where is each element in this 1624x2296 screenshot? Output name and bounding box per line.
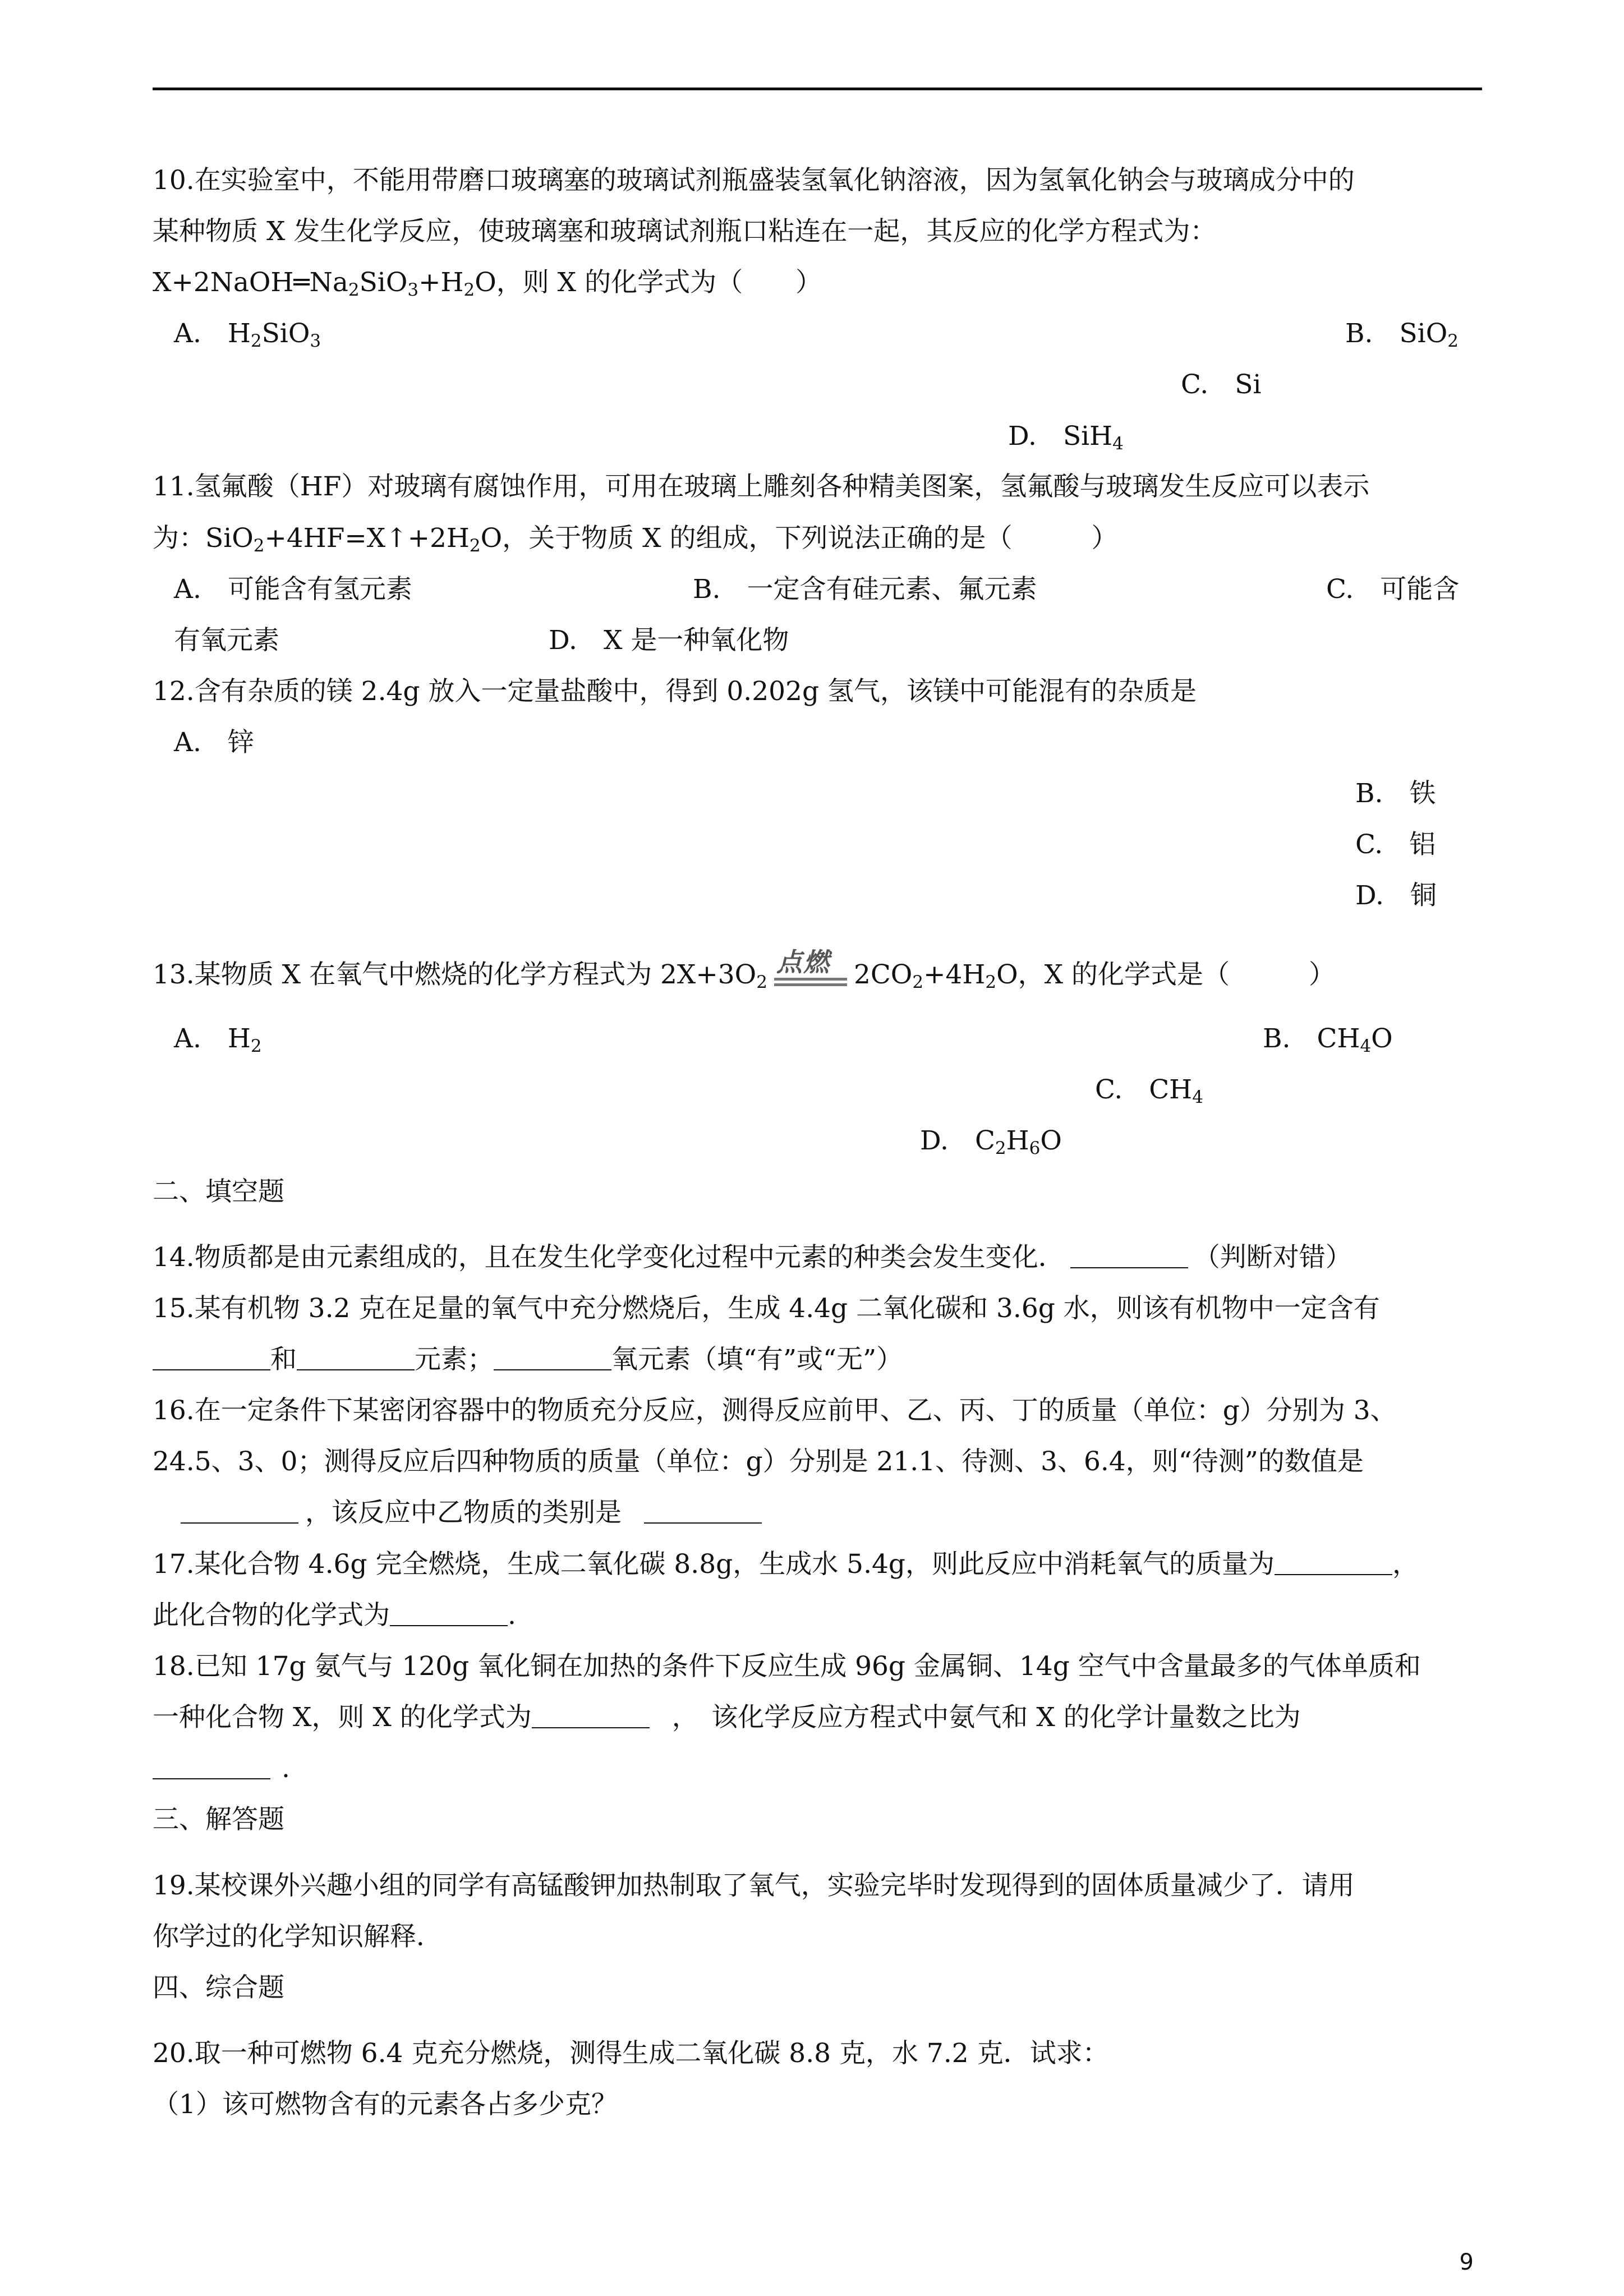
q10-equation: $X+2NaOH═Na_2SiO_3+H_2O$，则 X 的化学式为（ ） bbox=[153, 267, 822, 300]
q18-line3: . bbox=[153, 1752, 290, 1786]
q16-line3: ，该反应中乙物质的类别是 bbox=[181, 1496, 762, 1530]
q12-option-b[interactable]: B. 铁 bbox=[1355, 778, 1436, 809]
q13-equation: 13.某物质 X 在氧气中燃烧的化学方程式为 $2X+3O_2$ 点燃 $2CO_2+4H_2O$，X 的化学式是（ ） bbox=[153, 947, 1336, 992]
q11-option-b[interactable]: B. 一定含有硅元素、氟元素 bbox=[693, 574, 1037, 605]
q15-blank-1[interactable] bbox=[153, 1343, 270, 1370]
q12-line1: 12.含有杂质的镁 2.4g 放入一定量盐酸中，得到 0.202g 氢气，该镁中可能混有的杂质是 bbox=[153, 676, 1197, 707]
q20-line1: 20.取一种可燃物 6.4 克充分燃烧，测得生成二氧化碳 8.8 克，水 7.2 克．试求： bbox=[153, 2038, 1109, 2069]
reaction-condition: 点燃 bbox=[772, 952, 849, 989]
q11-option-c-cont: 有氧元素 bbox=[174, 625, 279, 656]
q13-option-d[interactable]: D. $C_2H_6O$ bbox=[920, 1125, 1062, 1158]
q12-option-a[interactable]: A. 锌 bbox=[174, 727, 254, 758]
q15-blank-2[interactable] bbox=[297, 1343, 415, 1370]
q11-option-d[interactable]: D. X 是一种氧化物 bbox=[549, 625, 789, 656]
q15-line1: 15.某有机物 3.2 克在足量的氧气中充分燃烧后，生成 4.4g 二氧化碳和 3.6g 水，则该有机物中一定含有 bbox=[153, 1293, 1380, 1324]
section-answer: 三、解答题 bbox=[153, 1804, 284, 1835]
q19-line2: 你学过的化学知识解释． bbox=[153, 1921, 443, 1952]
q13-option-c[interactable]: C. $CH_4$ bbox=[1095, 1074, 1203, 1107]
q10-line1: 10.在实验室中，不能用带磨口玻璃塞的玻璃试剂瓶盛装氢氧化钠溶液，因为氢氧化钠会与玻璃成分中的 bbox=[153, 165, 1355, 196]
q12-option-c[interactable]: C. 铝 bbox=[1355, 829, 1436, 860]
q17-blank-1[interactable] bbox=[1275, 1548, 1392, 1575]
q18-blank-1[interactable] bbox=[532, 1701, 650, 1728]
q11-line2: 为：$SiO_2+4HF=X↑+2H_2O$，关于物质 X 的组成，下列说法正确的是（ ） bbox=[153, 523, 1118, 556]
q17-line1: 17.某化合物 4.6g 完全燃烧，生成二氧化碳 8.8g，生成水 5.4g，则此反应中消耗氧气的质量为 ， bbox=[153, 1549, 1419, 1580]
q10-option-d[interactable]: D. SiH$_4$ bbox=[1008, 421, 1124, 454]
q16-blank-1[interactable] bbox=[181, 1497, 298, 1524]
section-comprehensive: 四、综合题 bbox=[153, 1972, 284, 2003]
q18-line2: 一种化合物 X，则 X 的化学式为 ， 该化学反应方程式中氨气和 X 的化学计量数之比为 bbox=[153, 1702, 1301, 1733]
q17-blank-2[interactable] bbox=[390, 1599, 508, 1626]
section-fill-in: 二、填空题 bbox=[153, 1176, 284, 1207]
q11-line1: 11.氢氟酸（HF）对玻璃有腐蚀作用，可用在玻璃上雕刻各种精美图案，氢氟酸与玻璃发生反应可以表示 bbox=[153, 471, 1370, 502]
q11-option-c[interactable]: C. 可能含 bbox=[1326, 574, 1460, 605]
q10-option-b[interactable]: B. SiO$_2$ bbox=[1345, 318, 1459, 351]
q19-line1: 19.某校课外兴趣小组的同学有高锰酸钾加热制取了氧气，实验完毕时发现得到的固体质量减少了．请用 bbox=[153, 1870, 1355, 1901]
q15-line2: 和 元素； 氧元素（填“有”或“无”） bbox=[153, 1343, 903, 1377]
q10-option-a[interactable]: A. $H_2SiO_3$ bbox=[174, 318, 321, 351]
q13-option-b[interactable]: B. $CH_4O$ bbox=[1263, 1023, 1393, 1056]
q15-blank-3[interactable] bbox=[494, 1343, 611, 1370]
q10-line2: 某种物质 X 发生化学反应，使玻璃塞和玻璃试剂瓶口粘连在一起，其反应的化学方程式为： bbox=[153, 216, 1217, 247]
q16-line1: 16.在一定条件下某密闭容器中的物质充分反应，测得反应前甲、乙、丙、丁的质量（单位：g）分别为 3、 bbox=[153, 1395, 1397, 1426]
q10-option-c[interactable]: C. Si bbox=[1181, 369, 1262, 400]
q16-line2: 24.5、3、0；测得反应后四种物质的质量（单位：g）分别是 21.1、待测、3、6.4，则“待测”的数值是 bbox=[153, 1446, 1364, 1477]
page-number: 9 bbox=[1459, 2249, 1474, 2275]
q14: 14.物质都是由元素组成的，且在发生化学变化过程中元素的种类会发生变化． （判断对错） bbox=[153, 1242, 1352, 1273]
q14-blank[interactable] bbox=[1070, 1241, 1188, 1268]
q13-option-a[interactable]: A. $H_2$ bbox=[174, 1023, 262, 1056]
q11-option-a[interactable]: A. 可能含有氢元素 bbox=[174, 574, 412, 605]
q16-blank-2[interactable] bbox=[644, 1497, 762, 1524]
header-rule bbox=[153, 88, 1482, 90]
q20-sub1: （1）该可燃物含有的元素各占多少克？ bbox=[153, 2089, 618, 2120]
q17-line2: 此化合物的化学式为 . bbox=[153, 1600, 516, 1631]
q12-option-d[interactable]: D. 铜 bbox=[1355, 880, 1437, 911]
q18-blank-2[interactable] bbox=[153, 1752, 270, 1779]
q18-line1: 18.已知 17g 氨气与 120g 氧化铜在加热的条件下反应生成 96g 金属铜、14g 空气中含量最多的气体单质和 bbox=[153, 1651, 1421, 1682]
